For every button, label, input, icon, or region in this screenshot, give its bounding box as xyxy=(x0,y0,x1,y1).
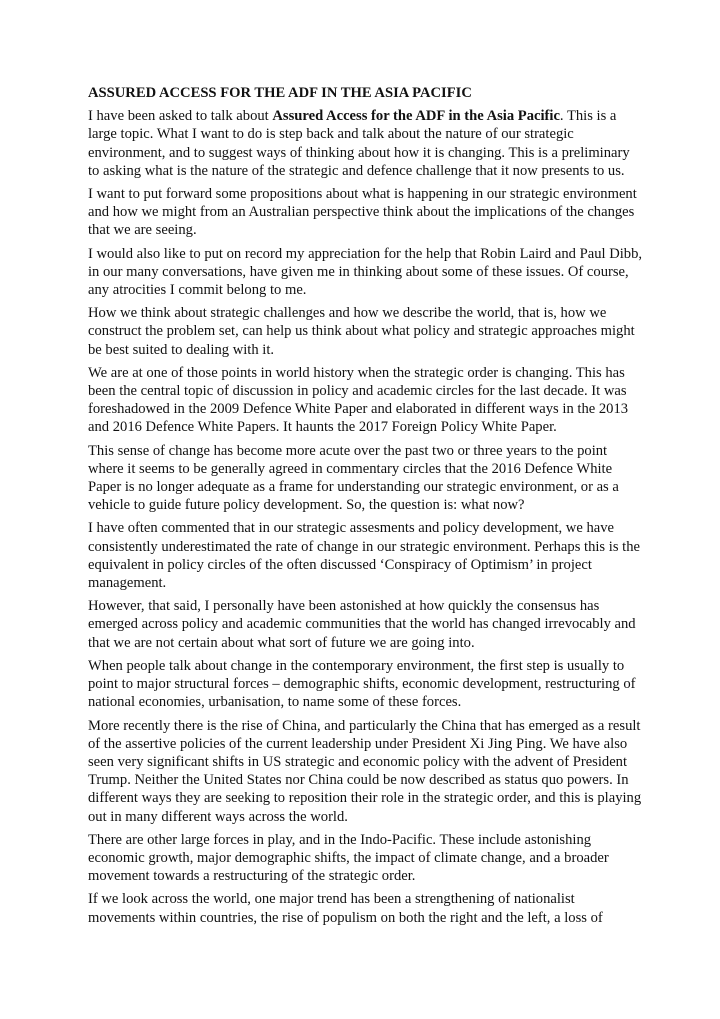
intro-text-after: . This is a large topic. What I want to do is step back and talk about the nature of our strategic environment, and to suggest ways of thinking about how it is changing. This is a preliminary to asking what is the nature of the strategic and defence challenge that it now presents to us. xyxy=(88,108,630,179)
document-body xyxy=(88,84,644,932)
paragraph-2: I would also like to put on record my appreciation for the help that Robin Laird and Paul Dibb, in our many conversations, have given me in thinking about some of these issues. Of course, any atrocities I commit belong to me. xyxy=(88,245,643,299)
paragraph-3: How we think about strategic challenges and how we describe the world, that is, how we construct the problem set, can help us think about what policy and strategic approaches might be best suited to dealing with it. xyxy=(88,305,635,358)
paragraph-4: We are at one of those points in world history when the strategic order is changing. This has been the central topic of discussion in policy and academic circles for the last decade. It was foreshadowed in the 2009 Defence White Paper and elaborated in different ways in the 2013 and 2016 Defence White Papers. It haunts the 2017 Foreign Policy White Paper. xyxy=(88,364,629,436)
intro-bold-topic: Assured Access for the ADF in the Asia Pacific xyxy=(272,108,560,125)
paragraph-10: There are other large forces in play, and in the Indo-Pacific. These include astonishing economic growth, major demographic shifts, the impact of climate change, and a broader movement towards a restructuring of the strategic order. xyxy=(88,831,609,885)
paragraph-7: However, that said, I personally have been astonished at how quickly the consensus has emerged across policy and academic communities that the world has changed irrevocably and that we are not certain about what sort of future we are going into. xyxy=(88,598,636,651)
paragraph-6: I have often commented that in our strategic assesments and policy development, we have consistently underestimated the rate of change in our strategic environment. Perhaps this is the equivalent in policy circles of the often discussed ‘Conspiracy of Optimism’ in project management. xyxy=(88,520,640,592)
paragraph-8: When people talk about change in the contemporary environment, the first step is usually to point to major structural forces – demographic shifts, economic development, restructuring of national economies, urbanisation, to name some of these forces. xyxy=(88,657,636,711)
intro-text-before: I have been asked to talk about xyxy=(88,108,273,125)
paragraph-9: More recently there is the rise of China, and particularly the China that has emerged as a result of the assertive policies of the current leadership under President Xi Jing Ping. We have also seen very significant shifts in US strategic and economic policy with the advent of President Trump. Neither the United States nor China could be now described as status quo powers. In different ways they are seeking to reposition their role in the strategic order, and this is playing out in many different ways across the world. xyxy=(88,717,642,825)
intro-paragraph xyxy=(88,107,644,180)
paragraph-5: This sense of change has become more acute over the past two or three years to the point where it seems to be generally agreed in commentary circles that the 2016 Defence White Paper is no longer adequate as a frame for understanding our strategic environment, or as a vehicle to guide future policy development. So, the question is: what now? xyxy=(88,442,619,514)
paragraph-1: I want to put forward some propositions about what is happening in our strategic environment and how we might from an Australian perspective think about the implications of the changes that we are seeing. xyxy=(88,186,637,239)
document-title: ASSURED ACCESS FOR THE ADF IN THE ASIA PACIFIC xyxy=(88,85,472,101)
paragraph-11: If we look across the world, one major trend has been a strengthening of nationalist movements within countries, the rise of populism on both the right and the left, a loss of xyxy=(88,891,603,926)
